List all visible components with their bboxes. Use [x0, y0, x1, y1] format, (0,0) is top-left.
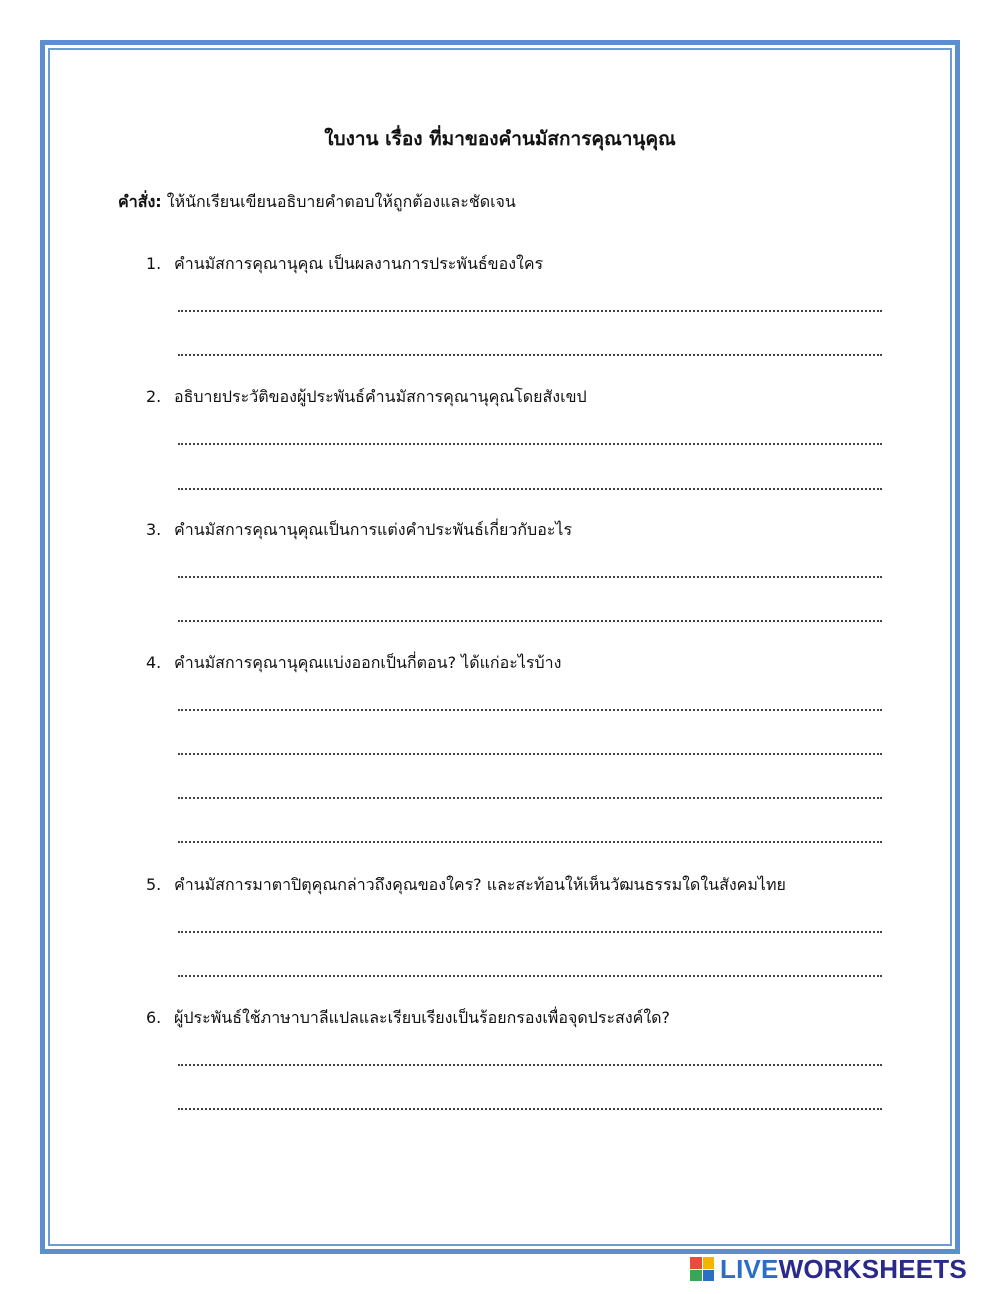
instruction-label: คำสั่ง:: [118, 192, 162, 211]
question-6: [146, 1006, 670, 1031]
instruction-text: ให้นักเรียนเขียนอธิบายคำตอบให้ถูกต้องและชัดเจน: [161, 192, 516, 211]
answer-line[interactable]: [178, 841, 882, 843]
question-number: 4.: [146, 653, 162, 672]
answer-line[interactable]: [178, 488, 882, 490]
answer-line[interactable]: [178, 975, 882, 977]
question-text: ผู้ประพันธ์ใช้ภาษาบาลีแปลและเรียบเรียงเป็นร้อยกรองเพื่อจุดประสงค์ใด?: [174, 1008, 671, 1027]
instruction: [118, 190, 516, 215]
answer-line[interactable]: [178, 310, 882, 312]
question-text: คำนมัสการคุณานุคุณ เป็นผลงานการประพันธ์ของใคร: [174, 254, 544, 273]
question-4: [146, 651, 561, 676]
question-text: คำนมัสการมาตาปิตุคุณกล่าวถึงคุณของใคร? และสะท้อนให้เห็นวัฒนธรรมใดในสังคมไทย: [174, 875, 786, 894]
answer-line[interactable]: [178, 443, 882, 445]
worksheet-title: ใบงาน เรื่อง ที่มาของคำนมัสการคุณานุคุณ: [324, 128, 676, 150]
answer-line[interactable]: [178, 1064, 882, 1066]
question-number: 1.: [146, 254, 162, 273]
answer-line[interactable]: [178, 709, 882, 711]
answer-line[interactable]: [178, 576, 882, 578]
question-3: [146, 518, 572, 543]
liveworksheets-brand: [690, 1254, 967, 1284]
question-number: 3.: [146, 520, 162, 539]
answer-line[interactable]: [178, 1108, 882, 1110]
question-text: คำนมัสการคุณานุคุณแบ่งออกเป็นกี่ตอน? ได้แก่อะไรบ้าง: [174, 653, 562, 672]
brand-wordmark: LIVEWORKSHEETS: [720, 1253, 967, 1284]
answer-line[interactable]: [178, 931, 882, 933]
answer-line[interactable]: [178, 753, 882, 755]
question-text: คำนมัสการคุณานุคุณเป็นการแต่งคำประพันธ์เกี่ยวกับอะไร: [174, 520, 573, 539]
question-number: 6.: [146, 1008, 162, 1027]
liveworksheets-logo-icon: [690, 1257, 714, 1281]
answer-line[interactable]: [178, 620, 882, 622]
question-2: [146, 385, 587, 410]
answer-line[interactable]: [178, 354, 882, 356]
answer-line[interactable]: [178, 797, 882, 799]
question-1: [146, 252, 543, 277]
question-5: [146, 873, 786, 898]
question-number: 2.: [146, 387, 162, 406]
question-number: 5.: [146, 875, 162, 894]
page-border-inner: [48, 48, 952, 1246]
question-text: อธิบายประวัติของผู้ประพันธ์คำนมัสการคุณานุคุณโดยสังเขป: [174, 387, 587, 406]
